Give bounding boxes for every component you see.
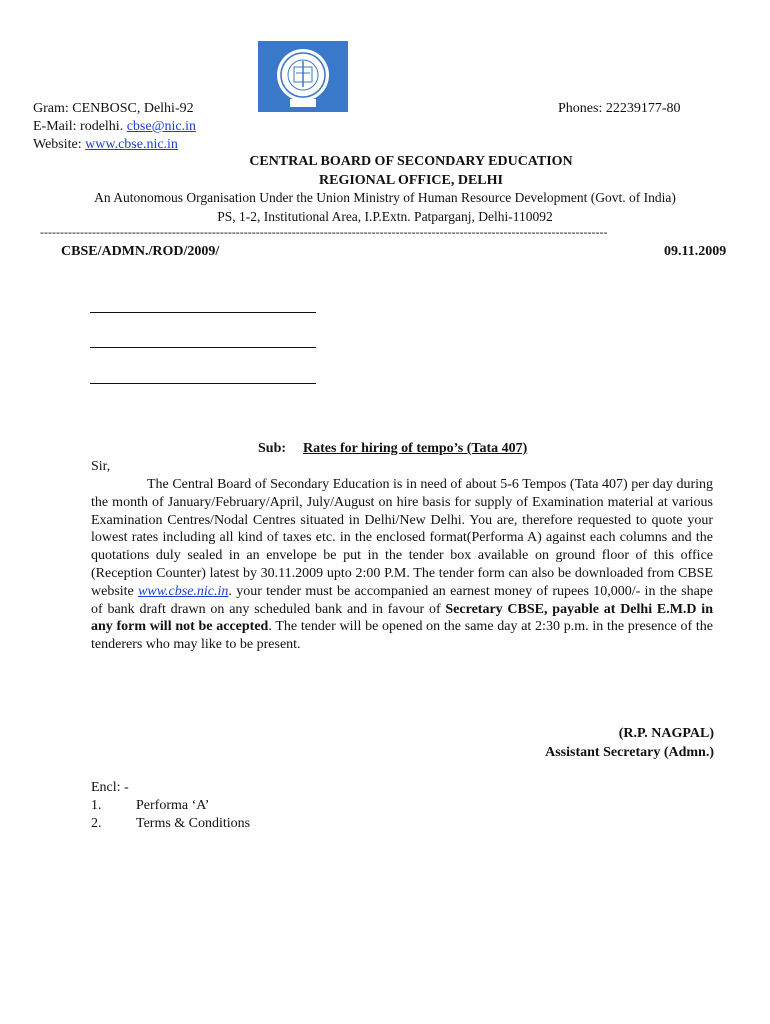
body-website-link[interactable]: www.cbse.nic.in: [138, 583, 229, 599]
body-paragraph: [91, 476, 713, 654]
subject-line: [258, 441, 527, 457]
subject-label: Sub:: [258, 441, 287, 456]
signatory-designation: Assistant Secretary (Admn.): [545, 745, 714, 760]
body-text-2: . your tender must be accompanied an earnest money of rupees 10,000/- in the shape of bank draft drawn on any scheduled bank and in favour of: [91, 583, 714, 617]
enclosure-text: Terms & Conditions: [136, 816, 251, 831]
enclosure-item: [91, 816, 250, 832]
addressee-line-2: [90, 347, 316, 348]
phones-line: Phones: 22239177-80: [558, 101, 681, 116]
signatory-name: (R.P. NAGPAL): [618, 726, 714, 741]
website-line: [33, 137, 178, 153]
org-name: CENTRAL BOARD OF SECONDARY EDUCATION: [249, 154, 573, 169]
website-link[interactable]: www.cbse.nic.in: [85, 137, 178, 152]
cbse-logo: [258, 41, 348, 112]
subject-text: Rates for hiring of tempo’s (Tata 407): [303, 441, 528, 456]
enclosure-number: 1.: [91, 798, 102, 813]
letter-date: 09.11.2009: [664, 244, 727, 259]
email-label: E-Mail: rodelhi.: [33, 119, 124, 134]
salutation: Sir,: [91, 459, 111, 474]
body-text-1: The Central Board of Secondary Education is in need of about 5-6 Tempos (Tata 407) per day during the month of January/February/April, July/August on hire basis for supply of Examination material at various Examination Centres/Nodal Centres situated in Delhi/New Delhi. You are, therefore requested to quote your lowest rates including all kind of taxes etc. in the enclosed format(Performa A) against each columns and the quotations duly sealed in an envelope be put in the tender box available on ground floor of this office (Reception Counter) latest by 30.11.2009 upto 2:00 P.M. The tender form can also be downloaded from CBSE website: [91, 477, 713, 599]
enclosure-number: 2.: [91, 816, 102, 831]
email-line: [33, 119, 196, 135]
body-text-3: . The tender will be opened on the same day at 2:30 p.m. in the presence of the tenderers who may like to be present.: [91, 619, 713, 653]
separator-line: ----------------------------------------------------------------------------------------------------------------------------------------------: [40, 225, 608, 239]
gram-line: Gram: CENBOSC, Delhi-92: [33, 101, 194, 116]
tagline: An Autonomous Organisation Under the Union Ministry of Human Resource Development (Govt. of India): [94, 190, 676, 205]
addressee-line-3: [90, 383, 316, 384]
cbse-emblem-icon: [258, 41, 348, 112]
office-name: REGIONAL OFFICE, DELHI: [319, 173, 503, 188]
website-label: Website:: [33, 137, 82, 152]
enclosure-text: Performa ‘A’: [136, 798, 210, 813]
addressee-line-1: [90, 312, 316, 313]
body-bold-text: Secretary CBSE, payable at Delhi E.M.D in any form will not be accepted: [91, 601, 713, 635]
email-link[interactable]: cbse@nic.in: [126, 119, 196, 134]
address: PS, 1-2, Institutional Area, I.P.Extn. Patparganj, Delhi-110092: [217, 209, 553, 224]
reference-number: CBSE/ADMN./ROD/2009/: [61, 244, 220, 259]
enclosure-item: [91, 798, 209, 814]
enclosure-label: Encl: -: [91, 780, 129, 795]
